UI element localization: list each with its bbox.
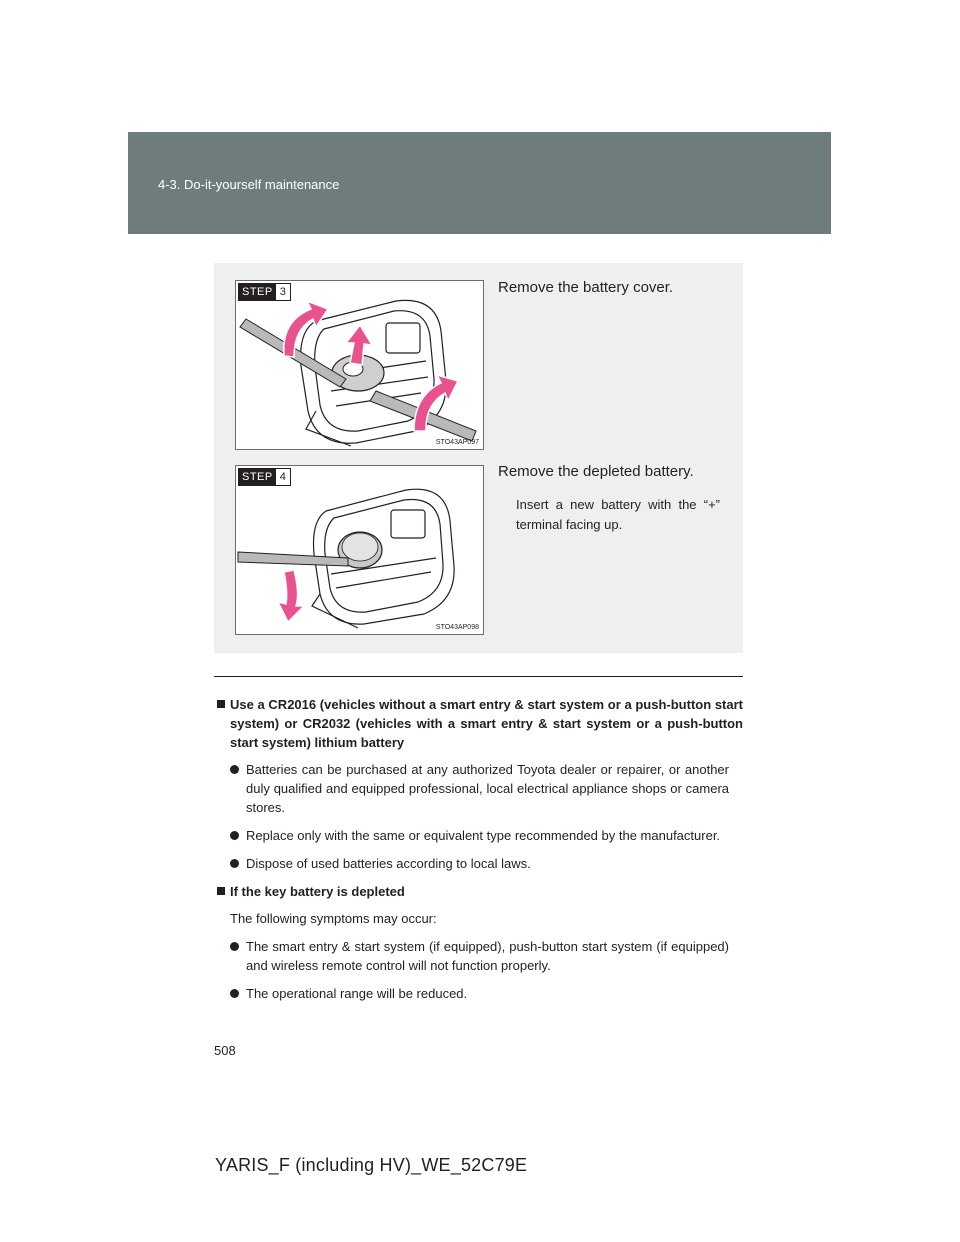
depleted-intro: The following symptoms may occur: xyxy=(230,911,437,926)
figure-code: STO43AP098 xyxy=(435,624,479,631)
list-item: Dispose of used batteries according to local laws. xyxy=(214,854,743,873)
list-item: Replace only with the same or equivalent type recommended by the manufacturer. xyxy=(214,826,743,845)
battery-type-heading: Use a CR2016 (vehicles without a smart entry & start system or a push-button start system) or CR2032 (vehicles with a smart entry & start system or a push-button start system) lithium battery xyxy=(214,695,743,752)
step-3-figure xyxy=(235,280,484,450)
notes-section xyxy=(214,695,743,1012)
section-divider xyxy=(214,676,743,677)
step-3-instruction: Remove the battery cover. xyxy=(498,279,674,296)
document-id: YARIS_F (including HV)_WE_52C79E xyxy=(215,1155,528,1175)
step-4-figure xyxy=(235,465,484,635)
list-item: The operational range will be reduced. xyxy=(214,984,743,1003)
header-band xyxy=(128,132,831,234)
step-4-note: Insert a new battery with the “+” terminal facing up. xyxy=(516,497,720,532)
step-3-badge: STEP 3 xyxy=(238,283,291,301)
list-item: Batteries can be purchased at any authorized Toyota dealer or repairer, or another duly qualified and equipped professional, local electrical appliance shops or camera stores. xyxy=(214,760,743,817)
key-battery-illustration xyxy=(236,466,483,634)
key-cover-illustration xyxy=(236,281,483,449)
figure-code: STO43AP097 xyxy=(435,439,479,446)
steps-panel xyxy=(214,263,743,653)
step-4-instruction: Remove the depleted battery. xyxy=(498,463,694,480)
page-number: 508 xyxy=(214,1043,236,1058)
section-title: 4-3. Do-it-yourself maintenance xyxy=(158,177,340,192)
step-4-badge: STEP 4 xyxy=(238,468,291,486)
list-item: The smart entry & start system (if equipped), push-button start system (if equipped) and wireless remote control will not function properly. xyxy=(214,937,743,975)
depleted-heading: If the key battery is depleted xyxy=(214,882,743,901)
